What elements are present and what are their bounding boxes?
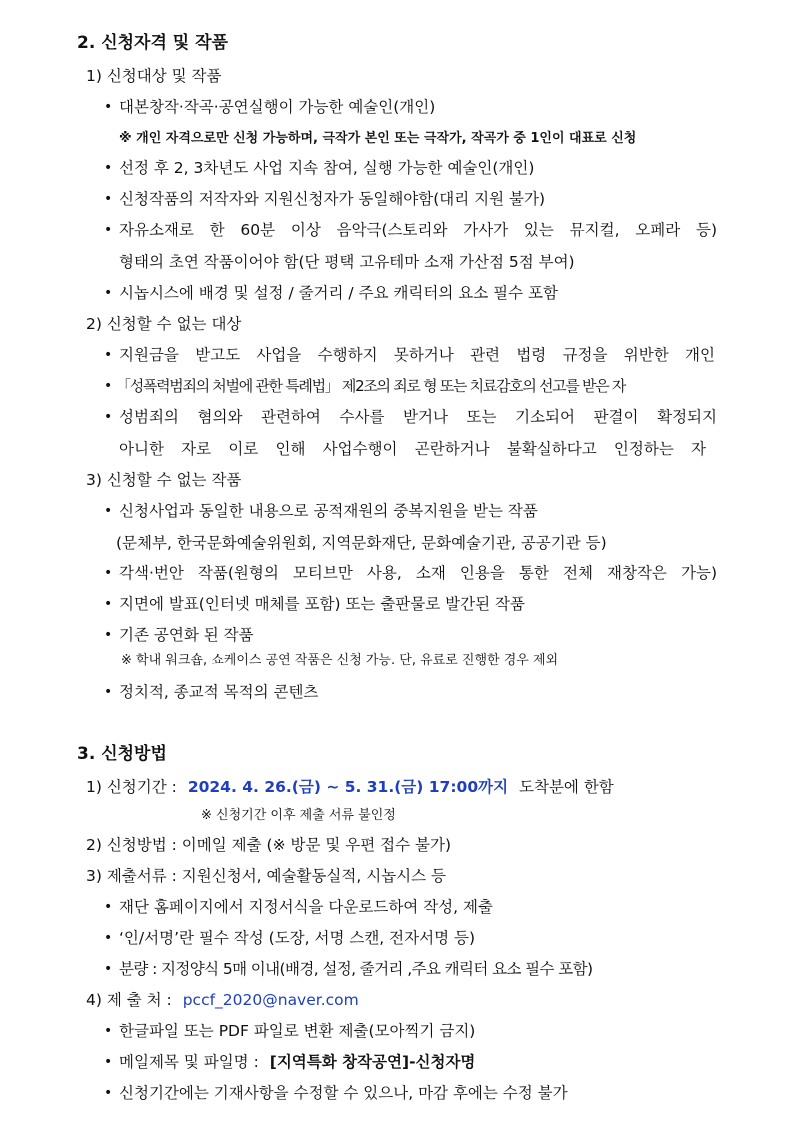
- bullet-icon: •: [104, 99, 113, 115]
- bullet-icon: •: [104, 565, 113, 581]
- list-item: 신청사업과 동일한 내용으로 공적재원의 중복지원을 받는 작품: [119, 502, 538, 520]
- list-item: 대본창작·작곡·공연실행이 가능한 예술인(개인): [119, 98, 436, 116]
- bullet-icon: •: [104, 191, 113, 207]
- list-item-continuation: (문체부, 한국문화예술위원회, 지역문화재단, 문화예술기관, 공공기관 등): [116, 534, 607, 552]
- bullet-icon: •: [104, 1085, 113, 1101]
- bullet-icon: •: [104, 160, 113, 176]
- period-row: [86, 777, 614, 797]
- list-item: [119, 1052, 475, 1072]
- list-item: 성범죄의 혐의와 관련하여 수사를 받거나 또는 기소되어 판결이 확정되지: [119, 408, 717, 426]
- subject-prefix: 메일제목 및 파일명 :: [119, 1053, 259, 1071]
- bullet-icon: •: [104, 378, 113, 394]
- method-row: 2) 신청방법 : 이메일 제출 (※ 방문 및 우편 접수 불가): [86, 836, 451, 854]
- list-item: 지면에 발표(인터넷 매체를 포함) 또는 출판물로 발간된 작품: [119, 595, 525, 613]
- period-label: 1) 신청기간 :: [86, 778, 177, 796]
- period-suffix: 도착분에 한함: [519, 778, 614, 796]
- bullet-icon: •: [104, 596, 113, 612]
- note-text: ※ 개인 자격으로만 신청 가능하며, 극작가 본인 또는 극작가, 작곡가 중 1인이 대표로 신청: [119, 131, 637, 146]
- list-item: 각색·번안 작품(원형의 모티브만 사용, 소재 인용을 통한 전체 재창작은 가능): [119, 564, 717, 582]
- list-item: 정치적, 종교적 목적의 콘텐츠: [119, 683, 319, 701]
- list-item: 기존 공연화 된 작품: [119, 626, 254, 644]
- list-item: 「성폭력범죄의 처벌에 관한 특례법」 제2조의 죄로 형 또는 치료감호의 선고를 받은 자: [116, 377, 626, 395]
- bullet-icon: •: [104, 503, 113, 519]
- list-item: 시놉시스에 배경 및 설정 / 줄거리 / 주요 캐릭터의 요소 필수 포함: [119, 284, 558, 302]
- subject-value: [지역특화 창작공연]-신청자명: [269, 1053, 476, 1071]
- section-3-heading: 3. 신청방법: [77, 744, 167, 764]
- sub3-title: 3) 신청할 수 없는 작품: [86, 471, 242, 489]
- docs-row: 3) 제출서류 : 지원신청서, 예술활동실적, 시놉시스 등: [86, 867, 447, 885]
- submit-row: [86, 990, 359, 1010]
- list-item-continuation: 아니한 자로 이로 인해 사업수행이 곤란하거나 불확실하다고 인정하는 자: [119, 440, 706, 458]
- bullet-icon: •: [104, 1054, 113, 1070]
- bullet-icon: •: [104, 347, 113, 363]
- bullet-icon: •: [104, 222, 113, 238]
- bullet-icon: •: [104, 684, 113, 700]
- list-item: 선정 후 2, 3차년도 사업 지속 참여, 실행 가능한 예술인(개인): [119, 159, 535, 177]
- period-note: ※ 신청기간 이후 제출 서류 불인정: [201, 808, 396, 823]
- list-item: 지원금을 받고도 사업을 수행하지 못하거나 관련 법령 규정을 위반한 개인: [119, 346, 715, 364]
- list-item: 분량 : 지정양식 5매 이내(배경, 설정, 줄거리 ,주요 캐릭터 요소 필수 포함): [119, 960, 593, 978]
- list-item: ‘인/서명’란 필수 작성 (도장, 서명 스캔, 전자서명 등): [119, 929, 476, 947]
- list-item: 한글파일 또는 PDF 파일로 변환 제출(모아찍기 금지): [119, 1022, 476, 1040]
- list-item: 재단 홈페이지에서 지정서식을 다운로드하여 작성, 제출: [119, 898, 493, 916]
- bullet-icon: •: [104, 930, 113, 946]
- note-text: ※ 학내 워크숍, 쇼케이스 공연 작품은 신청 가능. 단, 유료로 진행한 경우 제외: [121, 653, 559, 668]
- period-value: 2024. 4. 26.(금) ~ 5. 31.(금) 17:00까지: [187, 778, 509, 796]
- bullet-icon: •: [104, 409, 113, 425]
- bullet-icon: •: [104, 961, 113, 977]
- submit-email-link[interactable]: pccf_2020@naver.com: [182, 991, 359, 1009]
- bullet-icon: •: [104, 627, 113, 643]
- sub1-title: 1) 신청대상 및 작품: [86, 67, 222, 85]
- list-item-continuation: 형태의 초연 작품이어야 함(단 평택 고유테마 소재 가산점 5점 부여): [119, 253, 575, 271]
- submit-label: 4) 제 출 처 :: [86, 991, 172, 1009]
- list-item: 신청작품의 저작자와 지원신청자가 동일해야함(대리 지원 불가): [119, 190, 546, 208]
- list-item: 자유소재로 한 60분 이상 음악극(스토리와 가사가 있는 뮤지컬, 오페라 등): [119, 221, 717, 239]
- bullet-icon: •: [104, 1023, 113, 1039]
- list-item: 신청기간에는 기재사항을 수정할 수 있으나, 마감 후에는 수정 불가: [119, 1084, 568, 1102]
- sub2-title: 2) 신청할 수 없는 대상: [86, 315, 242, 333]
- bullet-icon: •: [104, 899, 113, 915]
- section-2-heading: 2. 신청자격 및 작품: [77, 33, 228, 53]
- bullet-icon: •: [104, 285, 113, 301]
